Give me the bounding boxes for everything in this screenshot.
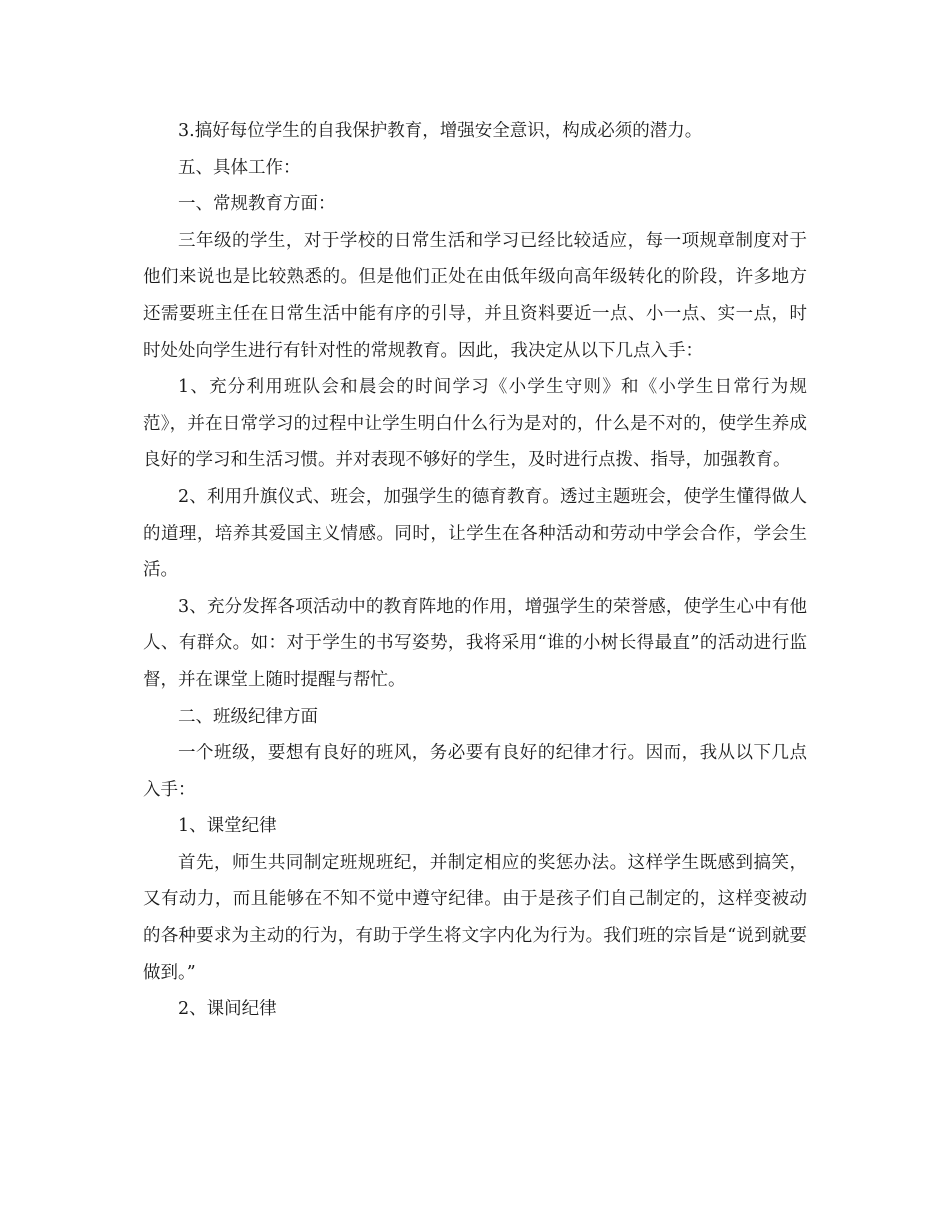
- paragraph-safety-education: 3.搞好每位学生的自我保护教育，增强安全意识，构成必须的潜力。: [178, 121, 703, 141]
- heading-recess-discipline: 2、课间纪律: [178, 999, 277, 1020]
- heading-class-discipline: 二、班级纪律方面: [178, 706, 318, 727]
- heading-routine-education: 一、常规教育方面：: [178, 194, 336, 215]
- paragraph-third-grade-students: 三年级的学生，对于学校的日常生活和学习已经比较适应，每一项规章制度对于他们来说也是比较熟悉的。但是他们正处在由低年级向高年级转化的阶段，许多地方还需要班主任在日常生活中能有序的引导，并且资料要近一点、小一点、实一点，时时处处向学生进行有针对性的常规教育。因此，我决定从以下几点入手：: [143, 230, 807, 361]
- heading-classroom-discipline: 1、课堂纪律: [178, 816, 277, 837]
- paragraph-routine-item-2: 2、利用升旗仪式、班会，加强学生的德育教育。透过主题班会，使学生懂得做人的道理，培养其爱国主义情感。同时，让学生在各种活动和劳动中学会合作，学会生活。: [143, 486, 807, 581]
- document-body: [143, 113, 807, 1028]
- paragraph-routine-item-3: 3、充分发挥各项活动中的教育阵地的作用，增强学生的荣誉感，使学生心中有他人、有群众。如：对于学生的书写姿势，我将采用“谁的小树长得最直”的活动进行监督，并在课堂上随时提醒与帮忙。: [143, 596, 807, 690]
- paragraph-discipline-intro: 一个班级，要想有良好的班风，务必要有良好的纪律才行。因而，我从以下几点入手：: [143, 743, 807, 800]
- heading-specific-work: 五、具体工作：: [178, 157, 301, 178]
- paragraph-classroom-rules: 首先，师生共同制定班规班纪，并制定相应的奖惩办法。这样学生既感到搞笑，又有动力，而且能够在不知不觉中遵守纪律。由于是孩子们自己制定的，这样变被动的各种要求为主动的行为，有助于学生将文字内化为行为。我们班的宗旨是“说到就要做到。”: [143, 852, 807, 983]
- paragraph-routine-item-1: 1、充分利用班队会和晨会的时间学习《小学生守则》和《小学生日常行为规范》，并在日常学习的过程中让学生明白什么行为是对的，什么是不对的，使学生养成良好的学习和生活习惯。并对表现不够好的学生，及时进行点拨、指导，加强教育。: [143, 377, 807, 471]
